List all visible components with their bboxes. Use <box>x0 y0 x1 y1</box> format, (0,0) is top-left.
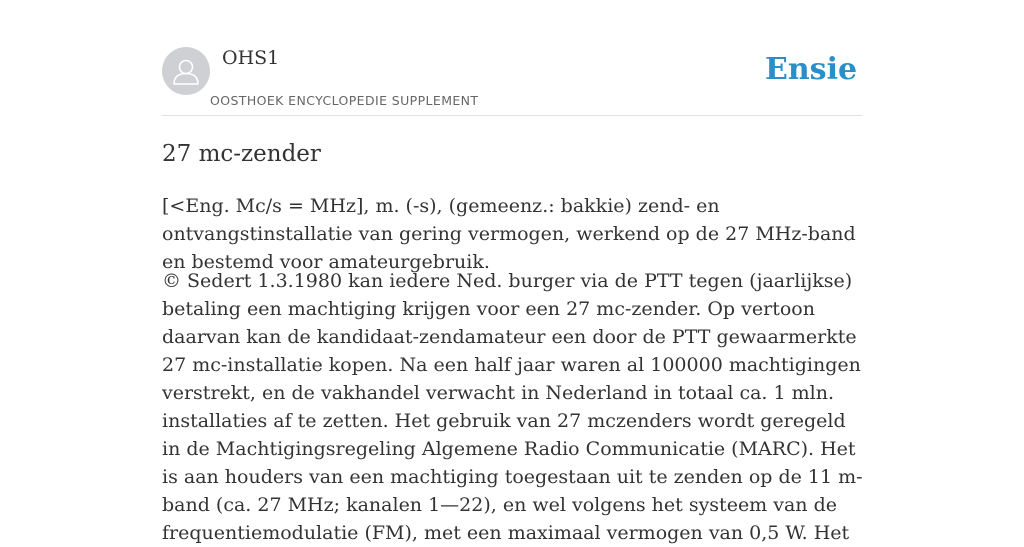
header-divider <box>162 115 862 116</box>
source-label[interactable]: OOSTHOEK ENCYCLOPEDIE SUPPLEMENT <box>210 93 479 108</box>
username[interactable]: OHS1 <box>222 47 280 69</box>
page-title: 27 mc-zender <box>162 141 321 167</box>
avatar[interactable] <box>162 47 210 95</box>
brand-logo[interactable]: Ensie <box>765 52 858 87</box>
definition-paragraph: [<Eng. Mc/s = MHz], m. (-s), (gemeenz.: bakkie) zend- en ontvangstinstallatie van gering vermogen, werkend op de 27 MHz-band en bestemd voor amateurgebruik. <box>162 195 856 273</box>
user-silhouette-icon <box>162 47 210 95</box>
body-paragraph: © Sedert 1.3.1980 kan iedere Ned. burger via de PTT tegen (jaarlijkse) betaling een machtiging krijgen voor een 27 mc-zender. Op vertoon daarvan kan de kandidaat-zendamateur een door de PTT gewaarmerkte 27 mc-installatie kopen. Na een half jaar waren al 100000 machtigingen verstrekt, en de vakhandel verwacht in Nederland in totaal ca. 1 mln. installaties af te zetten. Het gebruik van 27 mczenders wordt geregeld in de Machtigingsregeling Algemene Radio Communicatie (MARC). Het is aan houders van een machtiging toegestaan uit te zenden op de 11 m-band (ca. 27 MHz; kanalen 1—22), en wel volgens het systeem van de frequentiemodulatie (FM), met een maximaal vermogen van 0,5 W. Het <box>162 270 863 544</box>
